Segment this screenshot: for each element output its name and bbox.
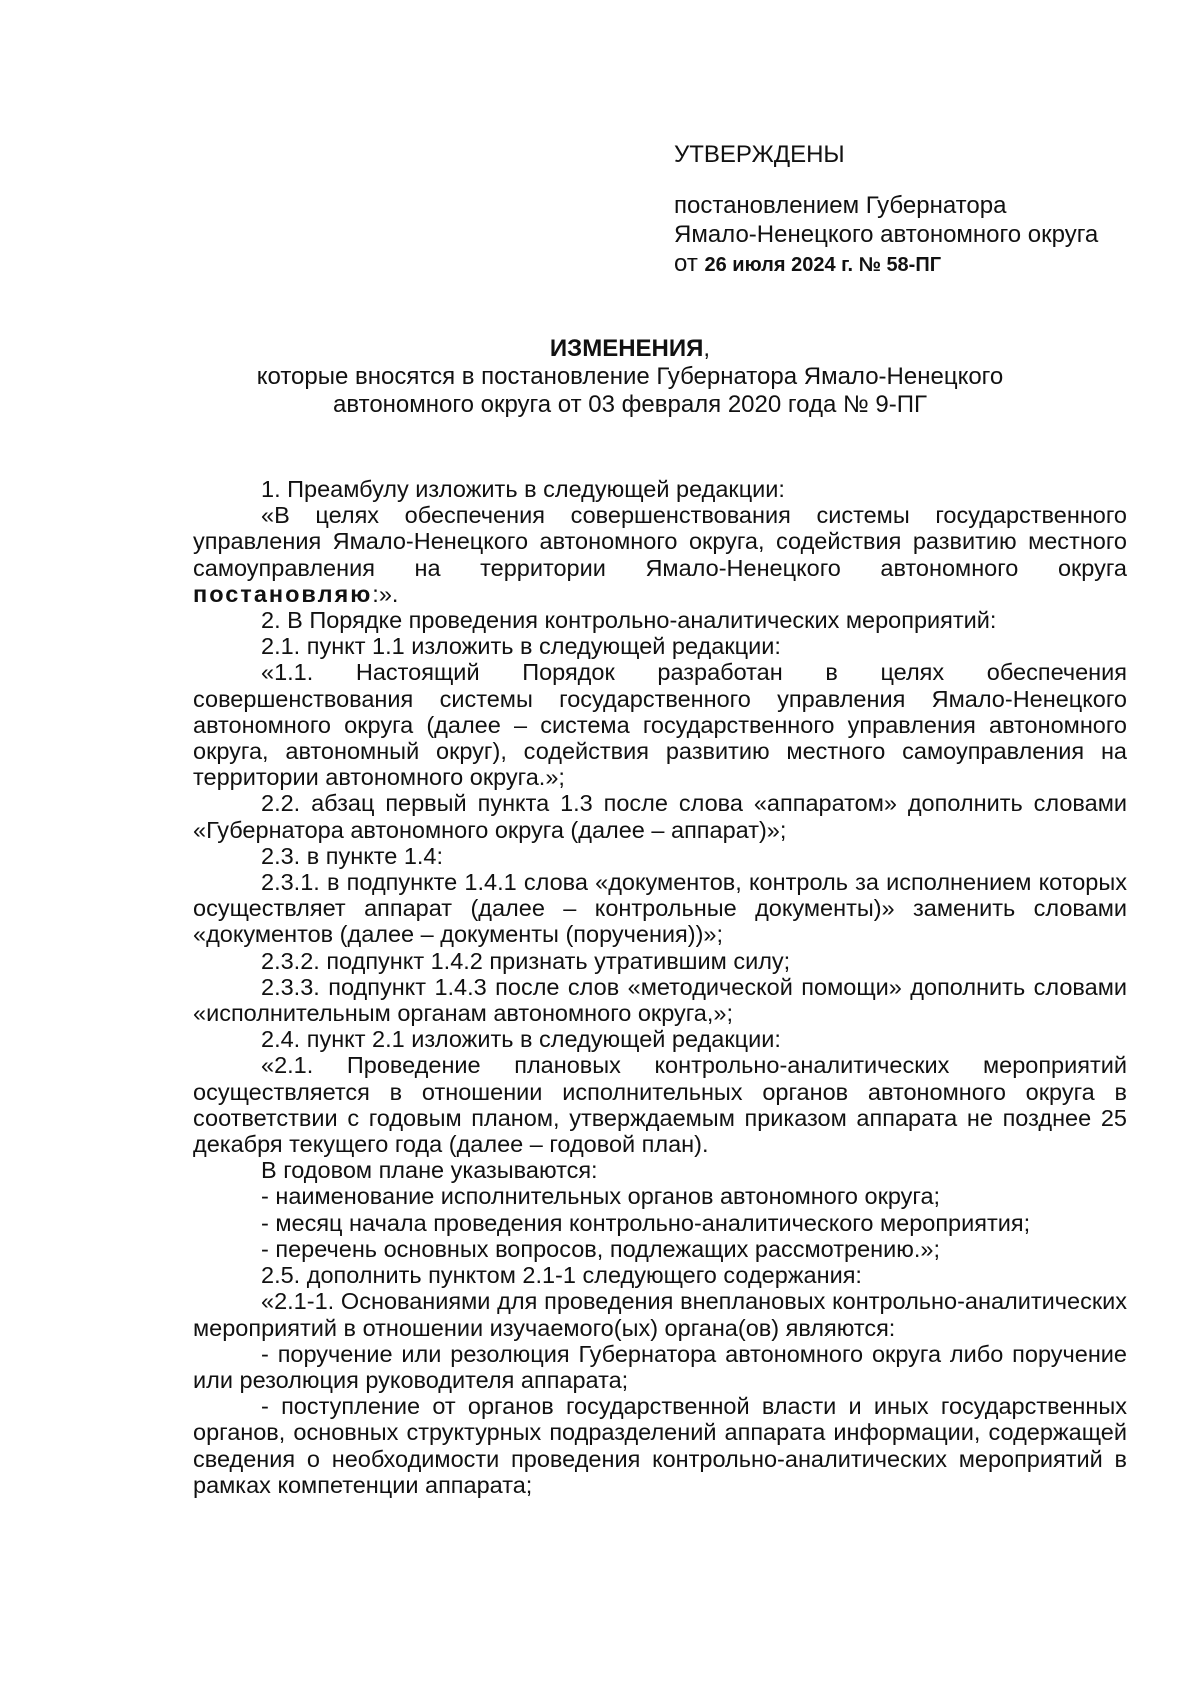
paragraph-11: 2.4. пункт 2.1 изложить в следующей редакции: <box>261 1026 781 1053</box>
approval-date-line <box>674 249 1174 280</box>
list-item-3: - перечень основных вопросов, подлежащих рассмотрению.»; <box>261 1235 940 1262</box>
paragraph-13: В годовом плане указываются: <box>261 1157 598 1184</box>
paragraph-4: 2.1. пункт 1.1 изложить в следующей редакции: <box>261 633 781 660</box>
paragraph-12: «2.1. Проведение плановых контрольно-аналитических мероприятий осуществляется в отношении исполнительных органов автономного округа в соответствии с годовым планом, утверждаемым приказом аппарата не позднее 25 декабря текущего года (далее – годовой план). <box>193 1052 1127 1158</box>
paragraph-6: 2.2. абзац первый пункта 1.3 после слова «аппаратом» дополнить словами «Губернатора автономного округа (далее – аппарат)»; <box>193 790 1127 843</box>
approval-line-2: Ямало-Ненецкого автономного округа <box>674 221 1099 248</box>
paragraph-1: 1. Преамбулу изложить в следующей редакции: <box>261 476 785 502</box>
approval-date-number: 26 июля 2024 г. № 58-ПГ <box>704 254 942 276</box>
document-title-main: ИЗМЕНЕНИЯ <box>549 335 704 362</box>
list-item-4: - поручение или резолюция Губернатора автономного округа либо поручение или резолюция руководителя аппарата; <box>193 1340 1127 1393</box>
paragraph-17: 2.5. дополнить пунктом 2.1-1 следующего содержания: <box>261 1262 862 1289</box>
paragraph-2-bold: постановляю <box>193 580 373 607</box>
paragraph-5: «1.1. Настоящий Порядок разработан в целях обеспечения совершенствования системы государственного управления Ямало-Ненецкого автономного округа (далее – система государственного управления автономного округа, автономный округ), содействия развитию местного самоуправления на территории автономного округа.»; <box>193 659 1127 791</box>
paragraph-2 <box>193 502 1127 607</box>
paragraph-9: 2.3.2. подпункт 1.4.2 признать утратившим силу; <box>261 947 791 974</box>
paragraph-8: 2.3.1. в подпункте 1.4.1 слова «документов, контроль за исполнением которых осуществляет аппарат (далее – контрольные документы)» заменить словами «документов (далее – документы (поручения))»; <box>193 869 1127 948</box>
document-subtitle-1: которые вносятся в постановление Губернатора Ямало-Ненецкого <box>256 363 1004 390</box>
approval-line-1: постановлением Губернатора <box>674 192 1007 219</box>
document-subtitle-2: автономного округа от 03 февраля 2020 года № 9-ПГ <box>333 391 927 418</box>
paragraph-2-end: :». <box>372 580 399 607</box>
approval-stamp <box>674 140 1174 280</box>
paragraph-3: 2. В Порядке проведения контрольно-аналитических мероприятий: <box>261 607 997 634</box>
paragraph-18: «2.1-1. Основаниями для проведения внеплановых контрольно-аналитических мероприятий в отношении изучаемого(ых) органа(ов) являются: <box>193 1288 1127 1341</box>
document-title-block <box>190 335 1070 419</box>
list-item-2: - месяц начала проведения контрольно-аналитического мероприятия; <box>261 1209 1031 1236</box>
approval-prefix: от <box>674 250 698 277</box>
document-title <box>190 335 1070 363</box>
paragraph-10: 2.3.3. подпункт 1.4.3 после слов «методической помощи» дополнить словами «исполнительным органам автономного округа,»; <box>193 973 1127 1027</box>
approval-heading: УТВЕРЖДЕНЫ <box>674 141 845 168</box>
paragraph-2-text: «В целях обеспечения совершенствования системы государственного управления Ямало-Ненецкого автономного округа, содействия развитию местного самоуправления на территории Ямало-Ненецкого автономного округа <box>193 502 1127 581</box>
paragraph-7: 2.3. в пункте 1.4: <box>261 842 444 869</box>
document-title-suffix: , <box>703 335 711 362</box>
list-item-1: - наименование исполнительных органов автономного округа; <box>261 1183 941 1210</box>
document-body <box>193 476 1127 1498</box>
list-item-5: - поступление от органов государственной власти и иных государственных органов, основных структурных подразделений аппарата информации, содержащей сведения о необходимости проведения контрольно-аналитических мероприятий в рамках компетенции аппарата; <box>193 1393 1127 1498</box>
